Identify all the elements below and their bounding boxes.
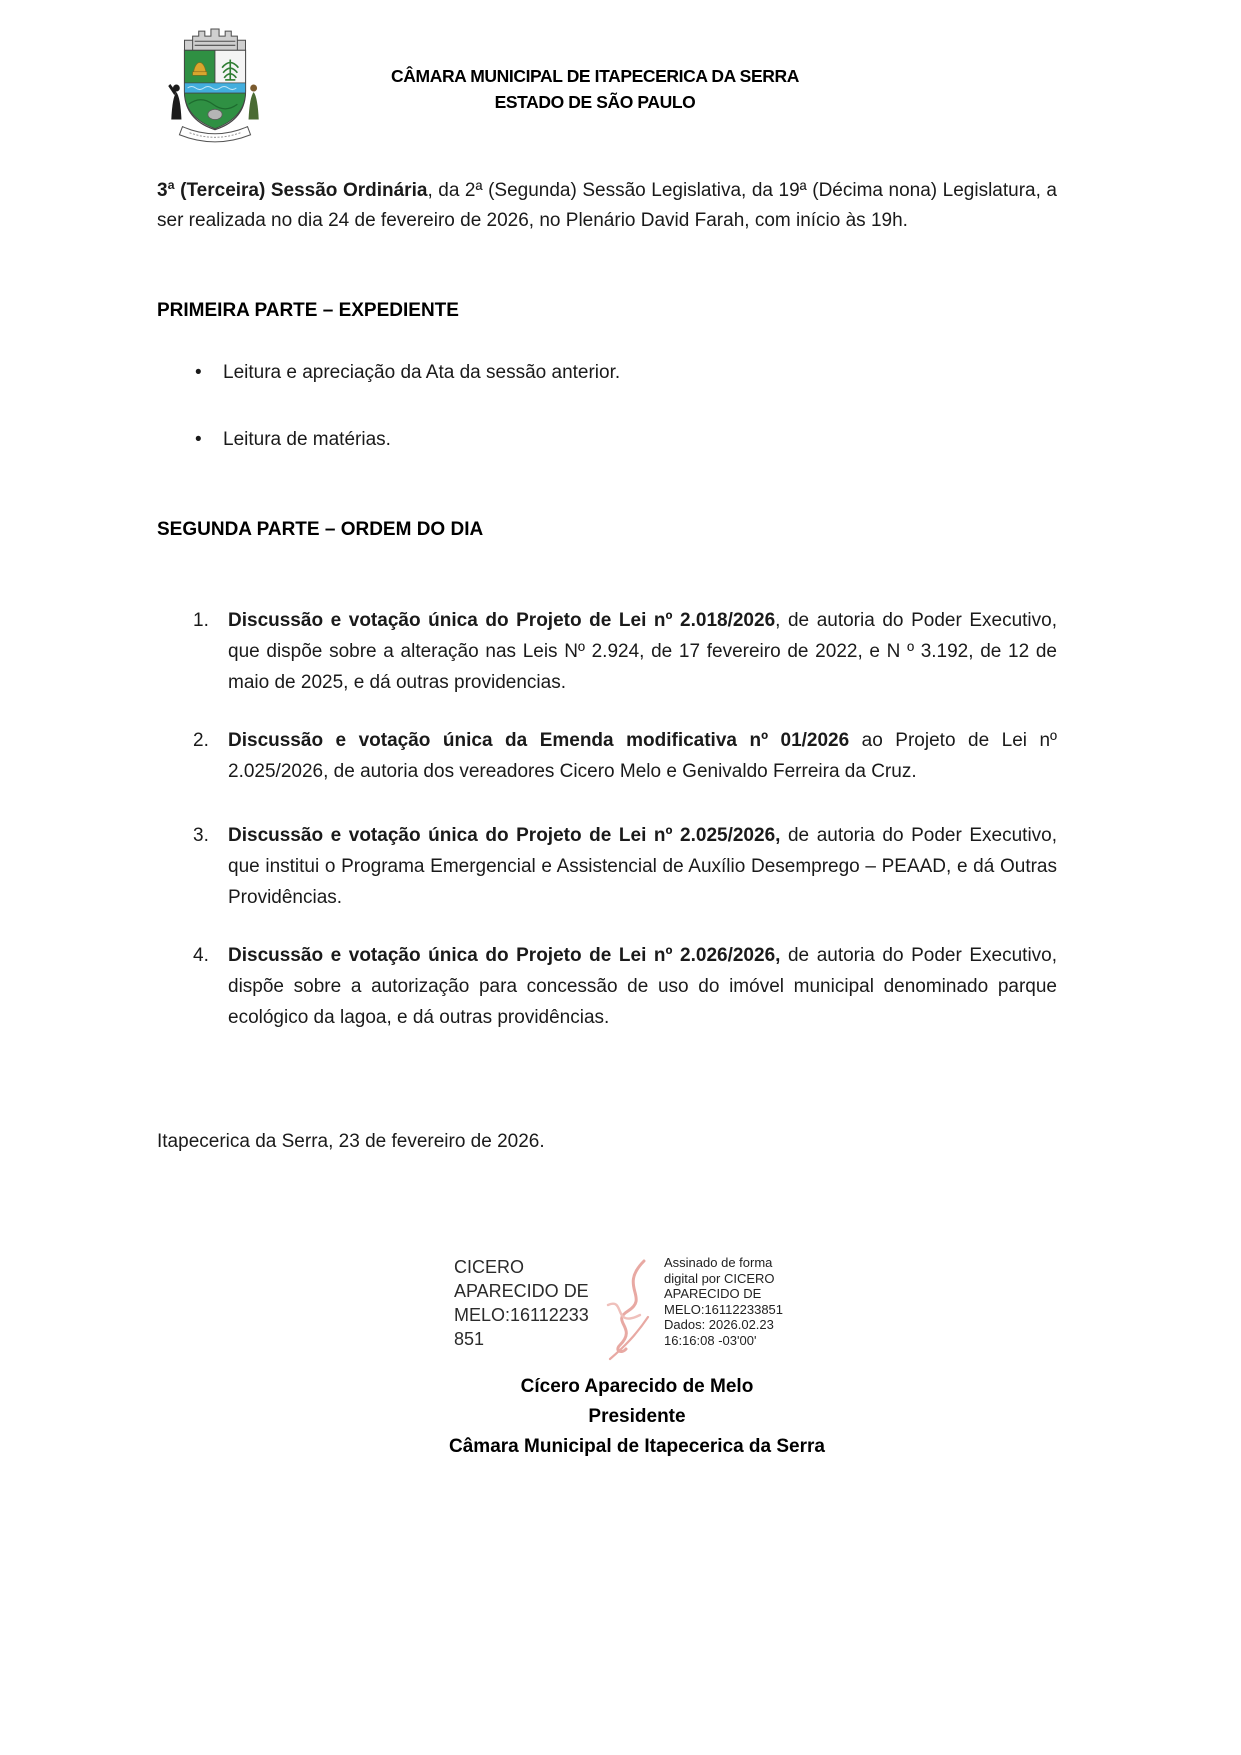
- agenda-item-3: [157, 820, 1057, 913]
- bullet-icon: [157, 358, 223, 388]
- stamp-line: CICERO: [454, 1257, 525, 1277]
- heading-primeira-parte: PRIMEIRA PARTE – EXPEDIENTE: [157, 300, 459, 321]
- signature-detail-line: 16:16:08 -03'00': [664, 1332, 757, 1348]
- session-title: 3ª (Terceira) Sessão Ordinária: [157, 180, 428, 201]
- signature-detail-line: Dados: 2026.02.23: [664, 1317, 774, 1332]
- ordem-do-dia-list: [157, 605, 1057, 1033]
- item-rest: ao Projeto de Lei nº 2.025/2026, de autoria dos vereadores Cicero Melo e Genivaldo Ferreira da Cruz.: [228, 730, 1057, 782]
- header-title-line1: CÂMARA MUNICIPAL DE ITAPECERICA DA SERRA: [391, 66, 799, 86]
- stamp-line: MELO:16112233: [454, 1305, 589, 1325]
- dateline: Itapecerica da Serra, 23 de fevereiro de 2026.: [157, 1131, 545, 1152]
- item-rest: de autoria do Poder Executivo, que institui o Programa Emergencial e Assistencial de Auxílio Desemprego – PEAAD, e dá Outras Providências.: [228, 825, 1058, 908]
- agenda-item-4: [157, 940, 1057, 1033]
- agenda-item-1: [157, 605, 1057, 698]
- item-rest: , de autoria do Poder Executivo, que dispõe sobre a alteração nas Leis Nº 2.924, de 17 fevereiro de 2022, e N º 3.192, de 12 de maio de 2025, e dá outras providencias.: [228, 610, 1058, 693]
- signature-stamp-name: [454, 1255, 604, 1351]
- item-number: 1.: [193, 610, 209, 631]
- agenda-item-2: [157, 725, 1057, 787]
- stamp-line: APARECIDO DE: [454, 1281, 589, 1301]
- item-text: [228, 940, 1057, 1033]
- list-item: [157, 425, 1057, 455]
- signature-detail-line: digital por CICERO: [664, 1270, 775, 1286]
- item-bold-lead: Discussão e votação única do Projeto de Lei nº 2.025/2026,: [228, 825, 781, 846]
- signature-detail-line: MELO:16112233851: [664, 1301, 784, 1317]
- heading-segunda-parte: SEGUNDA PARTE – ORDEM DO DIA: [157, 519, 484, 540]
- signature-detail-line: APARECIDO DE: [664, 1286, 762, 1301]
- document-content: [157, 0, 1057, 1462]
- item-number: 4.: [193, 945, 209, 966]
- item-bold-lead: Discussão e votação única da Emenda modificativa nº 01/2026: [228, 730, 850, 751]
- signature-details: [644, 1255, 806, 1348]
- list-item: [157, 358, 1057, 388]
- signoff-block: [187, 1372, 1087, 1462]
- item-bold-lead: Discussão e votação única do Projeto de Lei nº 2.026/2026,: [228, 945, 781, 966]
- item-bold-lead: Discussão e votação única do Projeto de Lei nº 2.018/2026: [228, 610, 776, 631]
- signoff-name: Cícero Aparecido de Melo: [520, 1376, 754, 1397]
- session-intro-paragraph: [157, 176, 1057, 236]
- item-number: 2.: [193, 730, 209, 751]
- signoff-org: Câmara Municipal de Itapecerica da Serra: [449, 1436, 825, 1457]
- item-number: 3.: [193, 825, 209, 846]
- signoff-role: Presidente: [588, 1406, 686, 1427]
- header-title-line2: ESTADO DE SÃO PAULO: [494, 92, 696, 112]
- signature-detail-line: Assinado de forma: [664, 1255, 773, 1270]
- item-rest: de autoria do Poder Executivo, dispõe sobre a autorização para concessão de uso do imóvel municipal denominado parque ecológico da lagoa, e dá outras providências.: [228, 945, 1058, 1028]
- item-text: [228, 605, 1057, 698]
- digital-signature-block: [180, 1255, 1080, 1355]
- bullet-icon: [157, 425, 223, 455]
- stamp-line: 851: [454, 1329, 485, 1349]
- session-intro-rest: , da 2ª (Segunda) Sessão Legislativa, da 19ª (Décima nona) Legislatura, a ser realizada no dia 24 de fevereiro de 2026, no Plenário David Farah, com início às 19h.: [157, 180, 1057, 231]
- bullet-text: Leitura e apreciação da Ata da sessão anterior.: [223, 362, 621, 383]
- item-text: [228, 725, 1057, 787]
- bullet-text: Leitura de matérias.: [223, 429, 391, 450]
- expediente-bullet-list: [157, 358, 1057, 455]
- item-text: [228, 820, 1057, 913]
- document-header: [145, 63, 1045, 115]
